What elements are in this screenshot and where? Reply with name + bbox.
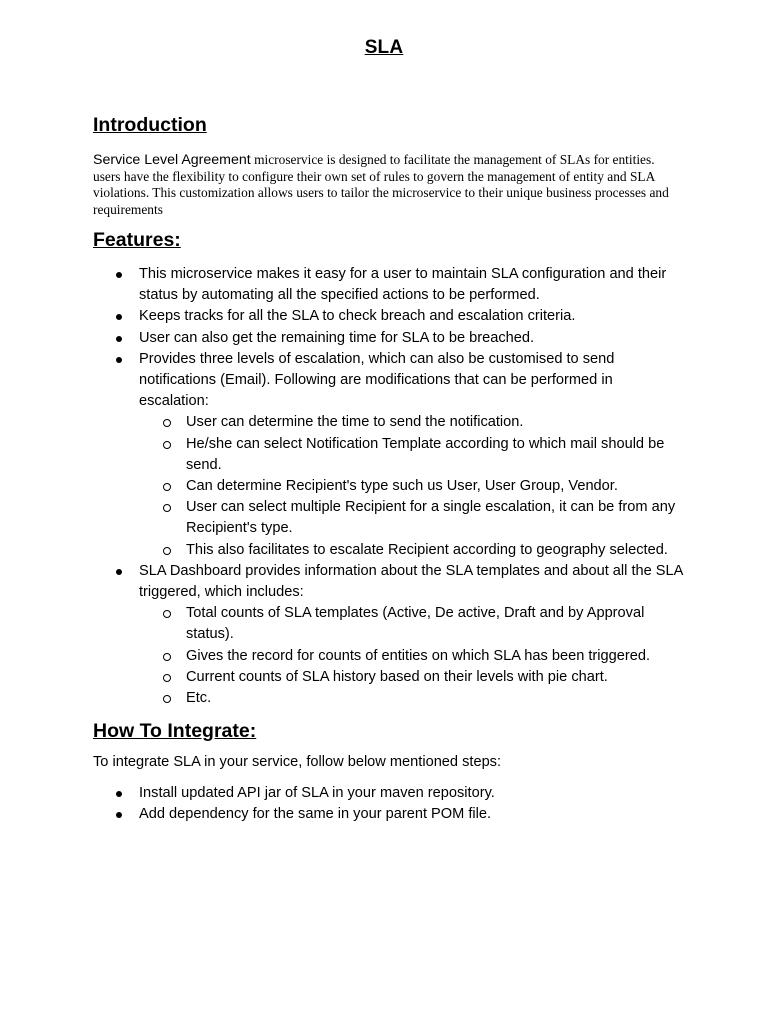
introduction-paragraph	[93, 152, 683, 218]
sublist-item	[139, 540, 683, 561]
list-item	[93, 804, 683, 825]
circle-bullet-icon	[163, 610, 171, 618]
list-item	[93, 328, 683, 349]
document-body	[93, 112, 683, 826]
bullet-icon	[116, 357, 122, 363]
integrate-steps-list	[93, 783, 683, 825]
sublist-item-text: Total counts of SLA templates (Active, De active, Draft and by Approval status).	[186, 605, 645, 643]
bullet-icon	[116, 272, 122, 278]
sublist-item	[139, 497, 683, 539]
circle-bullet-icon	[163, 504, 171, 512]
sublist-item-text: Can determine Recipient's type such us User, User Group, Vendor.	[186, 478, 618, 495]
list-item-text: SLA Dashboard provides information about the SLA templates and about all the SLA triggered, which includes:	[139, 562, 683, 601]
sublist-item-text: Gives the record for counts of entities on which SLA has been triggered.	[186, 647, 651, 664]
features-heading: Features:	[93, 229, 181, 251]
list-item	[93, 349, 683, 561]
circle-bullet-icon	[163, 695, 171, 703]
sublist-item	[139, 412, 683, 433]
circle-bullet-icon	[163, 441, 171, 449]
bullet-icon	[116, 569, 122, 575]
sublist-item	[139, 434, 683, 476]
sublist-item	[139, 646, 683, 667]
sublist-item-text: Etc.	[186, 690, 212, 707]
list-item-text: This microservice makes it easy for a user to maintain SLA configuration and their status by automating all the specified actions to be performed.	[139, 266, 667, 304]
integrate-intro: To integrate SLA in your service, follow below mentioned steps:	[93, 754, 502, 771]
list-item	[93, 306, 683, 327]
introduction-body: microservice is designed to facilitate the management of SLAs for entities. users have the flexibility to configure their own set of rules to govern the management of entity and SLA violations. This customization allows users to tailor the microservice to their unique business processes and requirements	[93, 152, 669, 217]
circle-bullet-icon	[163, 483, 171, 491]
integrate-heading: How To Integrate:	[93, 720, 257, 743]
bullet-icon	[116, 336, 122, 342]
escalation-sublist	[139, 412, 683, 560]
sublist-item	[139, 476, 683, 497]
introduction-lead: Service Level Agreement	[93, 152, 251, 168]
dashboard-sublist	[139, 603, 683, 709]
circle-bullet-icon	[163, 419, 171, 427]
sublist-item-text: Current counts of SLA history based on their levels with pie chart.	[186, 668, 608, 685]
circle-bullet-icon	[163, 547, 171, 555]
page-title: SLA	[364, 37, 404, 58]
sublist-item-text: User can select multiple Recipient for a single escalation, it can be from any Recipient's type.	[186, 499, 676, 537]
sublist-item	[139, 688, 683, 709]
circle-bullet-icon	[163, 653, 171, 661]
bullet-icon	[116, 791, 122, 797]
sublist-item-text: This also facilitates to escalate Recipient according to geography selected.	[186, 541, 668, 558]
introduction-heading: Introduction	[93, 114, 207, 136]
list-item-text: Provides three levels of escalation, which can also be customised to send notifications (Email). Following are modifications that can be performed in escalation:	[139, 350, 615, 410]
circle-bullet-icon	[163, 674, 171, 682]
bullet-icon	[116, 314, 122, 320]
sublist-item	[139, 603, 683, 645]
list-item-text: Add dependency for the same in your parent POM file.	[139, 806, 492, 823]
sublist-item-text: He/she can select Notification Template according to which mail should be send.	[186, 435, 665, 473]
list-item	[93, 264, 683, 306]
list-item-text: Keeps tracks for all the SLA to check breach and escalation criteria.	[139, 308, 576, 325]
list-item	[93, 783, 683, 804]
sublist-item-text: User can determine the time to send the notification.	[186, 414, 524, 431]
features-list	[93, 264, 683, 709]
list-item-text: User can also get the remaining time for SLA to be breached.	[139, 329, 535, 346]
list-item-text: Install updated API jar of SLA in your maven repository.	[139, 785, 495, 802]
bullet-icon	[116, 812, 122, 818]
sublist-item	[139, 667, 683, 688]
list-item	[93, 561, 683, 709]
